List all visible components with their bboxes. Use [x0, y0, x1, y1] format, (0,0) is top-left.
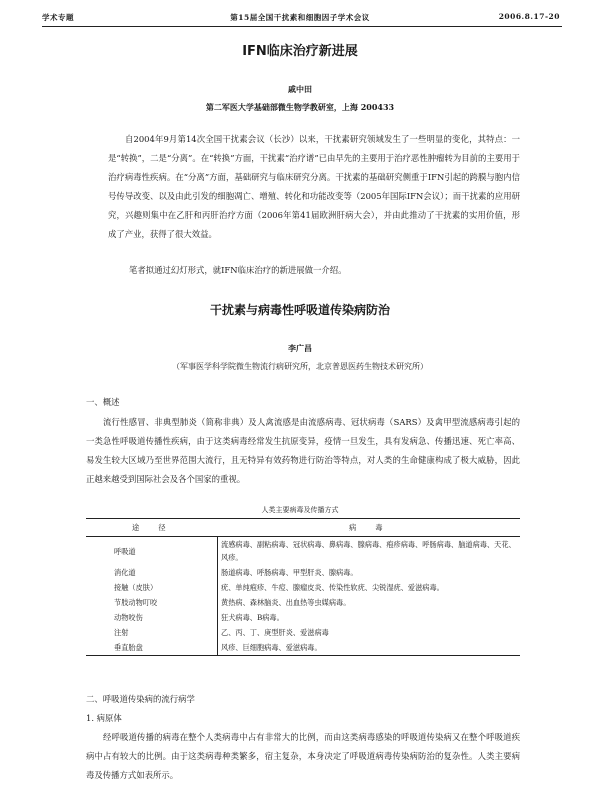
article1-paragraph-2: 笔者拟通过幻灯形式，就IFN临床治疗的新进展做一介绍。 — [129, 265, 347, 275]
table-cell-route: 接触（皮肤） — [114, 583, 158, 592]
table-row — [86, 537, 520, 566]
table-row — [86, 610, 520, 625]
header-rule — [42, 26, 562, 27]
table-cell-route: 节肢动物叮咬 — [114, 598, 158, 607]
running-header-center: 第15届全国干扰素和细胞因子学术会议 — [230, 13, 370, 22]
section2-paragraph: 经呼吸道传播的病毒在整个人类病毒中占有非常大的比例，而由这类病毒感染的呼吸道传染病又在整个呼吸道疾病中占有较大的比例。由于这类病毒种类繁多，宿主复杂，本身决定了呼吸道病毒传染病防治的复杂性。人类主要病毒及传播方式如表所示。 — [86, 732, 520, 780]
table-cell-virus: 肠道病毒、呼肠病毒、甲型肝炎、腺病毒。 — [218, 565, 521, 580]
running-header-right: 2006.8.17-20 — [498, 12, 560, 21]
table-header-route: 途 径 — [86, 519, 218, 537]
table-row — [86, 565, 520, 580]
table-header-virus: 病 毒 — [218, 519, 521, 537]
table-cell-virus: 狂犬病毒、B病毒。 — [218, 610, 521, 625]
table-cell-virus: 乙、丙、丁、庚型肝炎、爱滋病毒 — [218, 625, 521, 640]
section2-heading: 二、呼吸道传染病的流行病学 — [86, 694, 195, 704]
section1-paragraph: 流行性感冒、非典型肺炎（简称非典）及人禽流感是由流感病毒、冠状病毒（SARS）及禽甲型流感病毒引起的一类急性呼吸道传播性疾病，由于这类病毒经常发生抗原变异，疫情一旦发生，具有发病急、传播迅速、死亡率高、易发生较大区域乃至世界范围大流行，且无特异有效药物进行防治等特点，对人类的生命健康构成了极大威胁，因此正越来越受到国际社会及各个国家的重视。 — [86, 417, 520, 484]
table-row — [86, 595, 520, 610]
table-cell-route: 垂直胎盘 — [86, 640, 218, 656]
article1-title: IFN临床治疗新进展 — [242, 44, 358, 59]
article1-paragraph-1: 自2004年9月第14次全国干扰素会议（长沙）以来，干扰素研究领域发生了一些明显的变化，其特点：一是“转换”，二是“分离”。在“转换”方面，干扰素“治疗谱”已由早先的主要用于治疗恶性肿瘤转为目前的主要用于治疗病毒性疾病。在“分离”方面，基础研究与临床研究分离。干扰素的基础研究侧重于IFN引起的跨膜与胞内信号传导改变、以及由此引发的细胞凋亡、增殖、转化和功能改变等（2005年国际IFN会议）；而干扰素的应用研究，兴趣则集中在乙肝和丙肝治疗方面（2006年第41届欧洲肝病大会），并由此推动了干扰素的实用价值，形成了产业，获得了很大效益。 — [108, 134, 520, 239]
table-cell-virus: 黄热病、森林脑炎、出血热等虫媒病毒。 — [218, 595, 521, 610]
article1-author: 戚中田 — [288, 84, 312, 94]
table-row — [86, 640, 520, 656]
running-header-left: 学术专题 — [42, 13, 74, 22]
table-row — [86, 625, 520, 640]
subsection-heading: 1. 病原体 — [86, 713, 122, 723]
section1-heading: 一、概述 — [86, 397, 120, 407]
table-cell-route: 注射 — [114, 628, 129, 637]
table-header-row — [86, 519, 520, 537]
table-cell-virus: 流感病毒、副粘病毒、冠状病毒、鼻病毒、腺病毒、疱疹病毒、呼肠病毒、脑道病毒、天花、风疹。 — [218, 537, 521, 566]
virus-transmission-table — [86, 518, 520, 656]
article2-author: 李广昌 — [288, 343, 312, 353]
table-cell-route: 呼吸道 — [114, 546, 136, 556]
table-cell-route: 动物咬伤 — [114, 613, 143, 622]
table-cell-route: 消化道 — [114, 568, 136, 577]
table-caption: 人类主要病毒及传播方式 — [261, 506, 339, 514]
article2-title: 干扰素与病毒性呼吸道传染病防治 — [209, 303, 390, 317]
table-cell-virus: 疣、单纯疱疹、牛痘、腺瘤皮炎、传染性软疣、尖锐湿疣、爱滋病毒。 — [218, 580, 521, 595]
table-row — [86, 580, 520, 595]
table-cell-virus: 风疹、巨细胞病毒、爱滋病毒。 — [218, 640, 521, 656]
article2-affiliation: （军事医学科学院微生物流行病研究所，北京普恩医药生物技术研究所） — [172, 362, 428, 371]
article1-affiliation: 第二军医大学基础部微生物学教研室，上海 200433 — [205, 102, 395, 112]
